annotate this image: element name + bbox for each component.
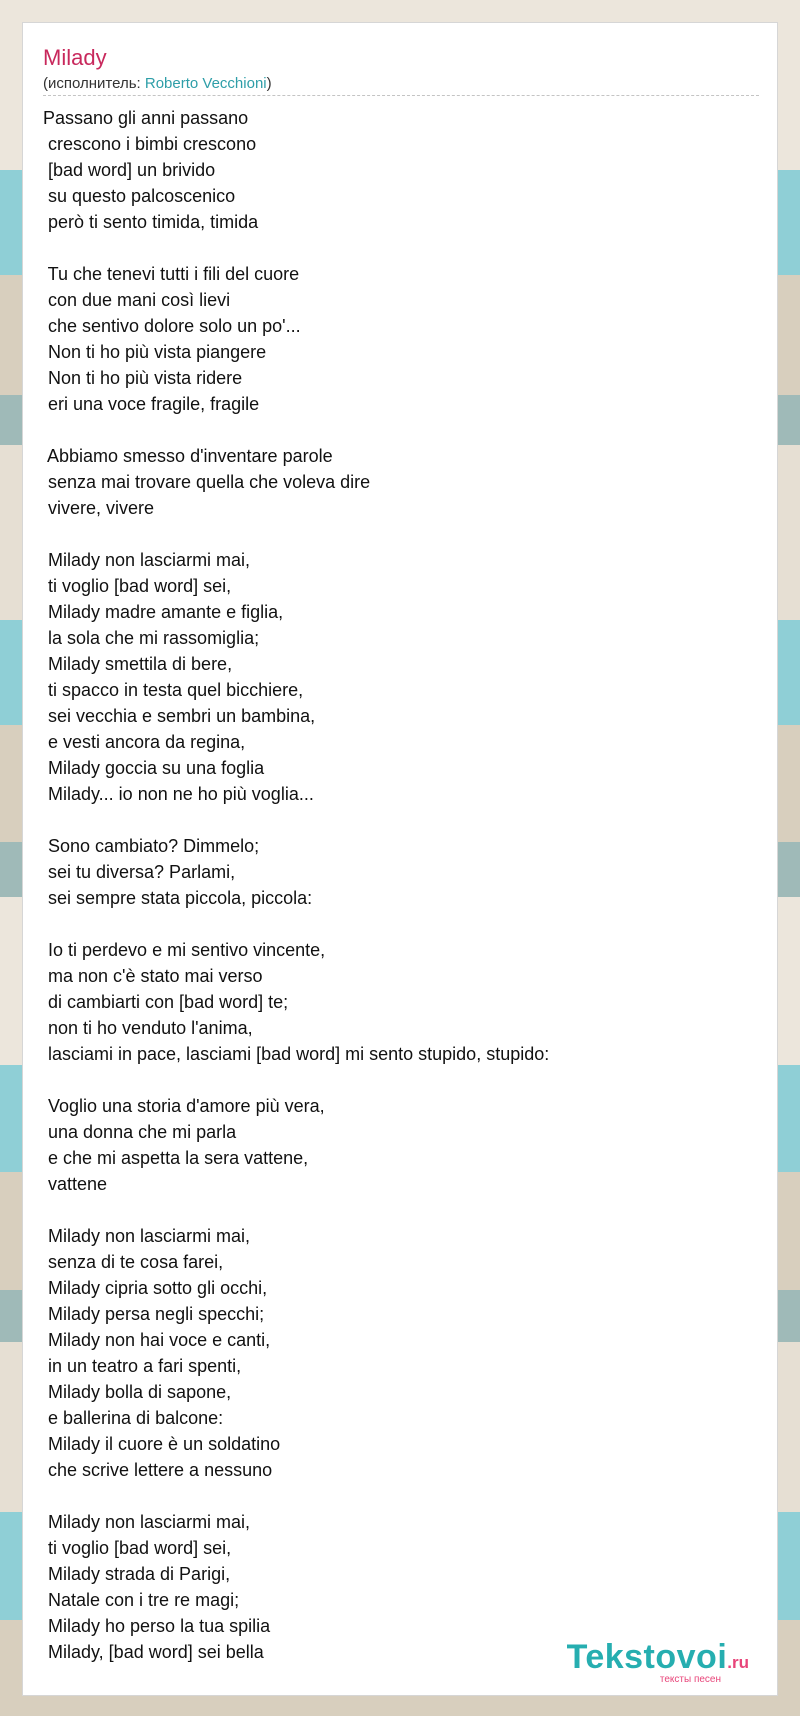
lyric-line: vivere, vivere <box>43 498 155 518</box>
lyric-line: non ti ho venduto l'anima, <box>43 1018 253 1038</box>
lyric-line: con due mani così lievi <box>43 290 231 310</box>
lyric-line: Milady strada di Parigi, <box>43 1564 231 1584</box>
lyric-line: ma non c'è stato mai verso <box>43 966 263 986</box>
lyric-line: sei sempre stata piccola, piccola: <box>43 888 313 908</box>
lyric-line: vattene <box>43 1174 108 1194</box>
site-logo[interactable] <box>567 1640 749 1685</box>
lyric-line: Milady madre amante e figlia, <box>43 602 284 622</box>
lyric-line: ti voglio [bad word] sei, <box>43 1538 232 1558</box>
logo-name: Tekstovoi <box>566 1638 728 1676</box>
lyric-line: Milady, [bad word] sei bella <box>43 1642 264 1662</box>
lyric-line <box>43 521 759 547</box>
lyric-line: su questo palcoscenico <box>43 186 236 206</box>
lyric-line: Non ti ho più vista ridere <box>43 368 243 388</box>
lyric-line: eri una voce fragile, fragile <box>43 394 260 414</box>
lyric-line: e che mi aspetta la sera vattene, <box>43 1148 309 1168</box>
lyric-line: lasciami in pace, lasciami [bad word] mi sento stupido, stupido: <box>43 1044 550 1064</box>
artist-prefix: (исполнитель: <box>43 75 145 92</box>
lyric-line: crescono i bimbi crescono <box>43 134 257 154</box>
lyric-line: sei tu diversa? Parlami, <box>43 862 236 882</box>
lyric-line <box>43 417 759 443</box>
lyric-line: Milady non hai voce e canti, <box>43 1330 271 1350</box>
lyric-line: però ti sento timida, timida <box>43 212 259 232</box>
lyric-line <box>43 1067 759 1093</box>
lyric-line <box>43 807 759 833</box>
lyric-line <box>43 911 759 937</box>
lyric-line: Milady ho perso la tua spilia <box>43 1616 271 1636</box>
lyric-line: che sentivo dolore solo un po'... <box>43 316 301 336</box>
lyric-line: Milady non lasciarmi mai, <box>43 550 251 570</box>
lyrics-text <box>43 105 759 1665</box>
lyric-line: [bad word] un brivido <box>43 160 216 180</box>
song-title: Milady <box>43 45 107 70</box>
lyric-line: Milady... io non ne ho più voglia... <box>43 784 314 804</box>
lyric-line <box>43 235 759 261</box>
lyric-line: e ballerina di balcone: <box>43 1408 224 1428</box>
artist-line <box>43 75 759 96</box>
lyric-line <box>43 1197 759 1223</box>
lyric-line: Milady non lasciarmi mai, <box>43 1512 251 1532</box>
lyric-line: Voglio una storia d'amore più vera, <box>43 1096 325 1116</box>
lyric-line: ti spacco in testa quel bicchiere, <box>43 680 304 700</box>
lyric-line: Milady smettila di bere, <box>43 654 233 674</box>
lyric-line: Passano gli anni passano <box>43 108 249 128</box>
lyric-line: Tu che tenevi tutti i fili del cuore <box>43 264 300 284</box>
lyric-line: la sola che mi rassomiglia; <box>43 628 260 648</box>
lyric-line: Milady goccia su una foglia <box>43 758 265 778</box>
lyric-line: Milady cipria sotto gli occhi, <box>43 1278 268 1298</box>
lyric-line: Abbiamo smesso d'inventare parole <box>43 446 333 466</box>
lyric-line: senza di te cosa farei, <box>43 1252 224 1272</box>
artist-suffix: ) <box>266 75 272 92</box>
lyric-line: sei vecchia e sembri un bambina, <box>43 706 316 726</box>
lyric-line: Natale con i tre re magi; <box>43 1590 240 1610</box>
lyric-line: in un teatro a fari spenti, <box>43 1356 242 1376</box>
lyric-line: Non ti ho più vista piangere <box>43 342 267 362</box>
lyric-line: e vesti ancora da regina, <box>43 732 246 752</box>
logo-tld: .ru <box>727 1653 749 1672</box>
lyric-line: Milady bolla di sapone, <box>43 1382 232 1402</box>
logo-tagline: тексты песен <box>659 1674 721 1685</box>
lyric-line <box>43 1483 759 1509</box>
lyric-line: che scrive lettere a nessuno <box>43 1460 273 1480</box>
lyric-line: Milady non lasciarmi mai, <box>43 1226 251 1246</box>
lyric-line: Io ti perdevo e mi sentivo vincente, <box>43 940 326 960</box>
lyrics-card <box>22 22 778 1696</box>
lyric-line: ti voglio [bad word] sei, <box>43 576 232 596</box>
artist-link[interactable]: Roberto Vecchioni <box>144 75 267 92</box>
lyric-line: di cambiarti con [bad word] te; <box>43 992 289 1012</box>
lyric-line: senza mai trovare quella che voleva dire <box>43 472 371 492</box>
lyric-line: Sono cambiato? Dimmelo; <box>43 836 260 856</box>
lyric-line: una donna che mi parla <box>43 1122 237 1142</box>
lyric-line: Milady persa negli specchi; <box>43 1304 265 1324</box>
lyric-line: Milady il cuore è un soldatino <box>43 1434 281 1454</box>
